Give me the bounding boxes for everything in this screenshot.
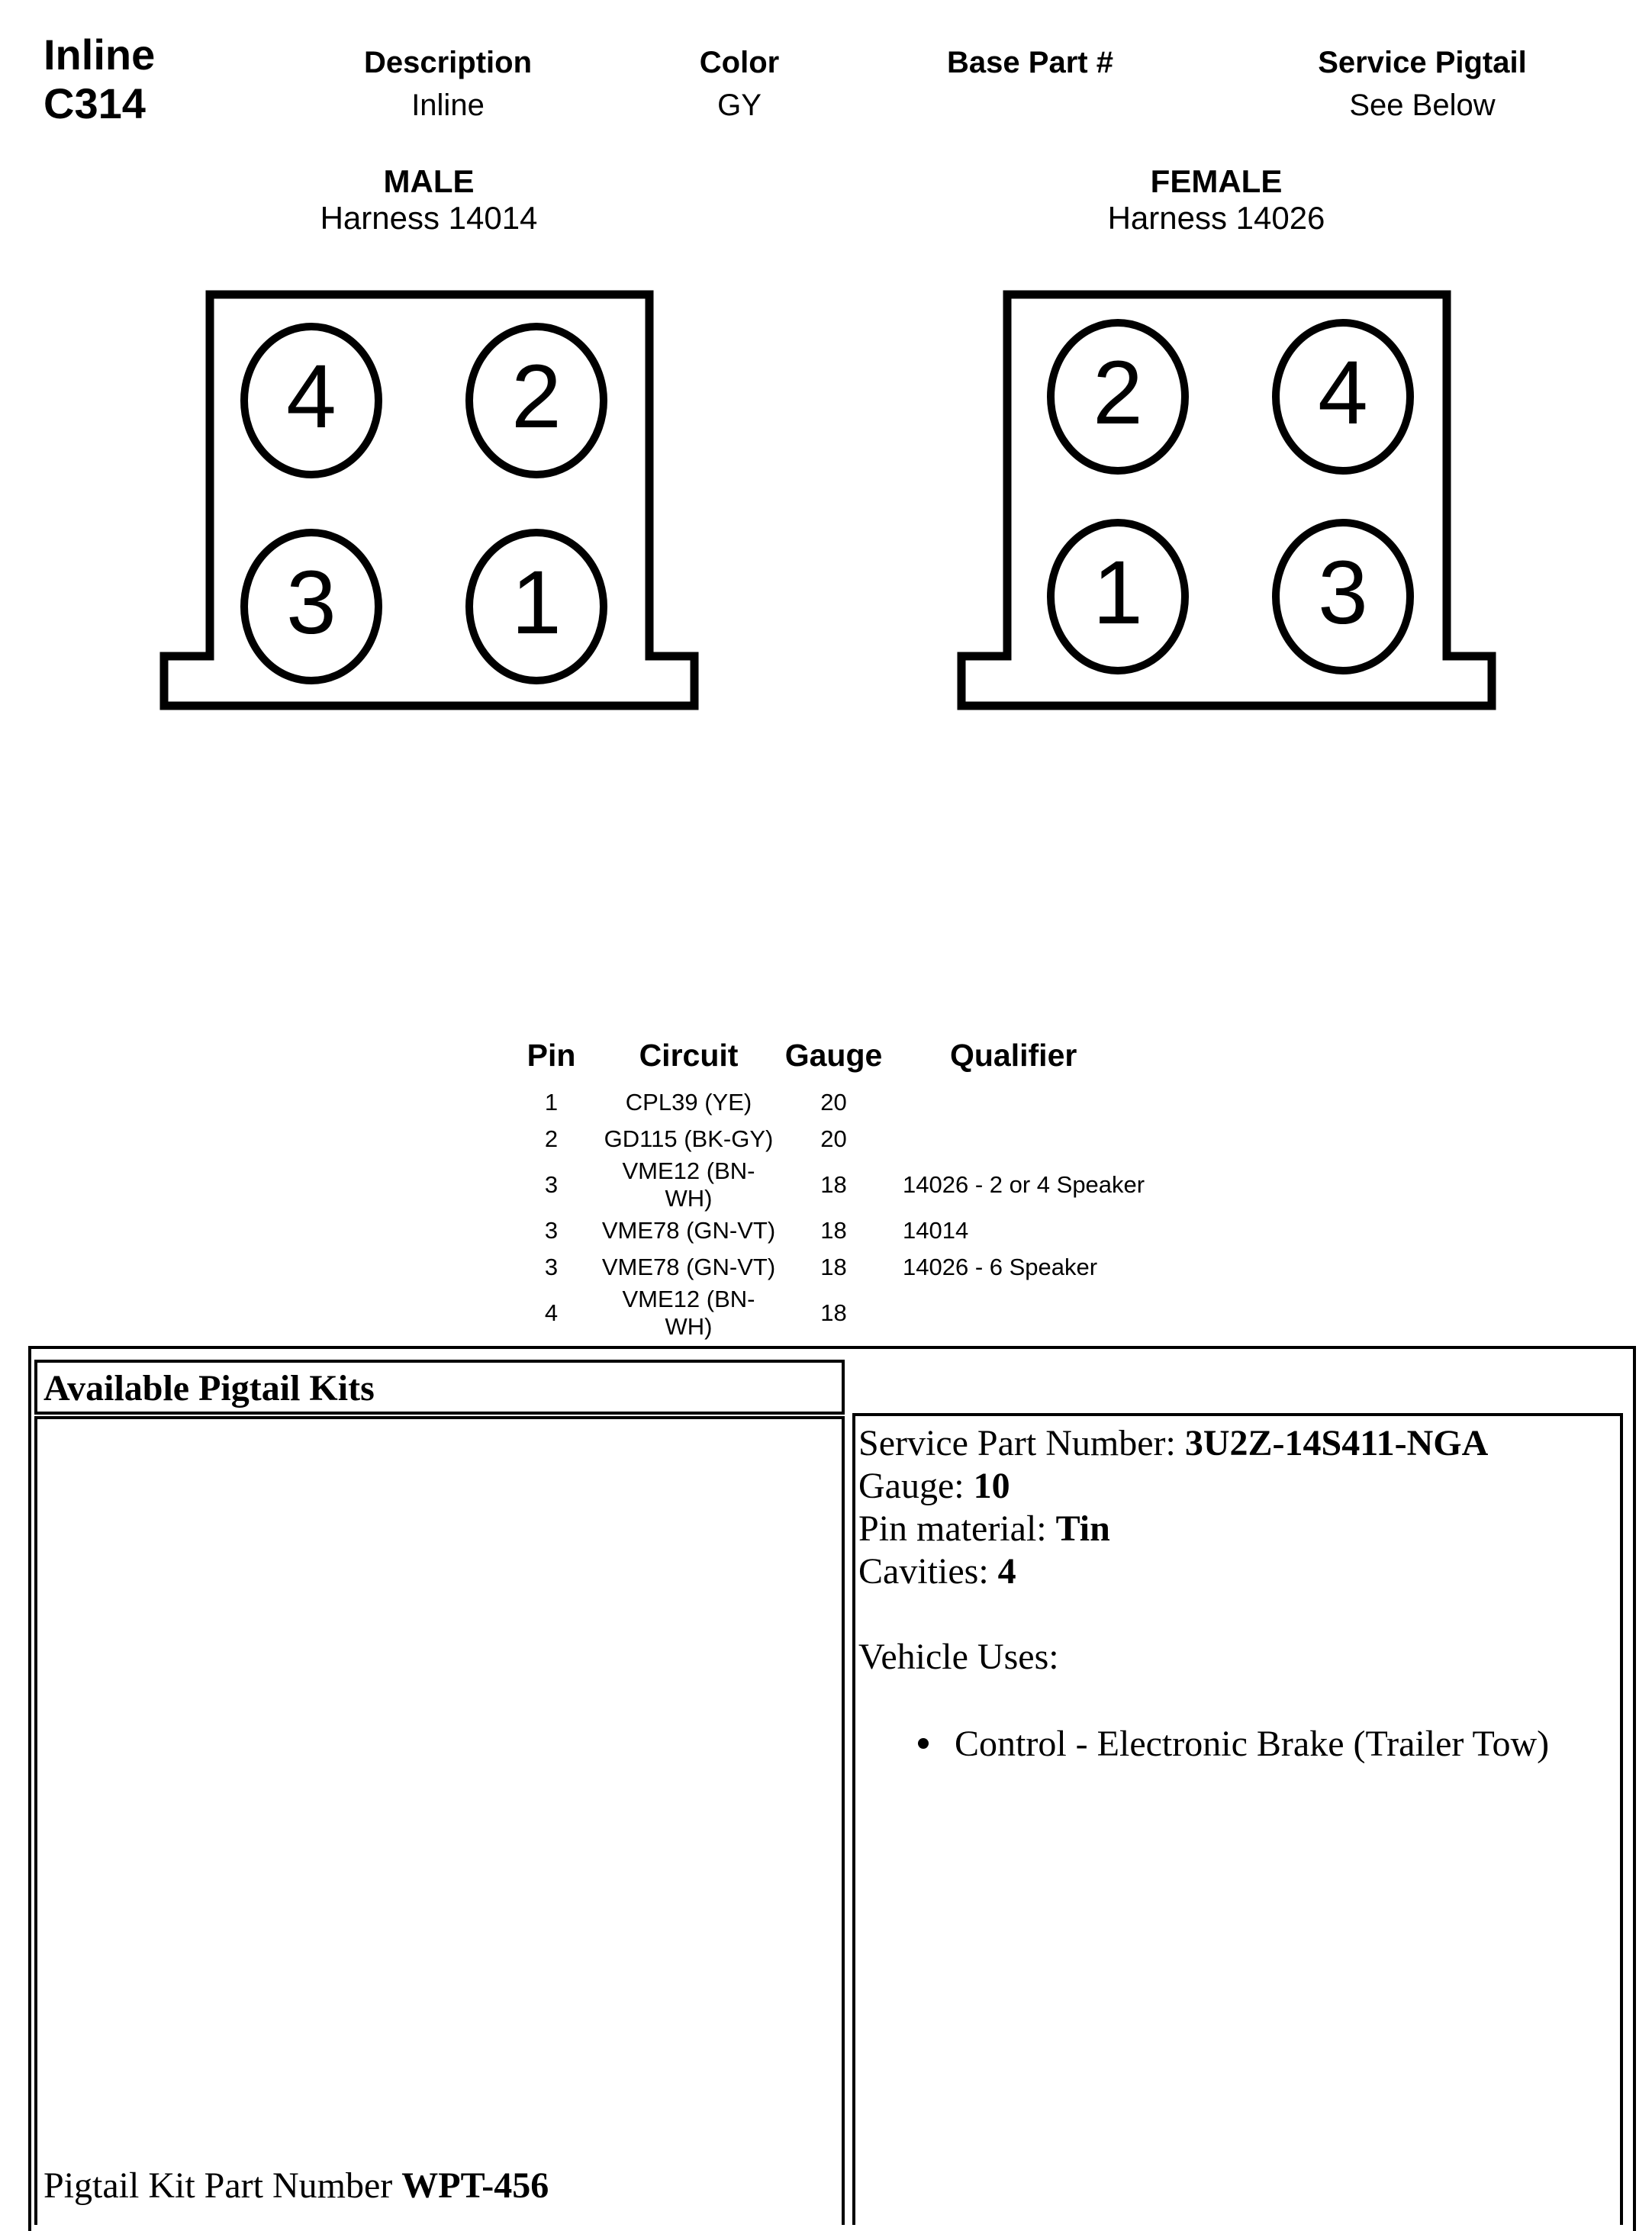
connector-id: C314 bbox=[43, 79, 146, 127]
gauge-cell: 18 bbox=[820, 1254, 847, 1280]
female-title: FEMALE bbox=[1150, 163, 1283, 199]
pin-cell: 3 bbox=[544, 1217, 559, 1244]
table-row bbox=[504, 1249, 1270, 1286]
vehicle-uses-label: Vehicle Uses: bbox=[858, 1637, 1059, 1677]
description-value: Inline bbox=[411, 89, 485, 122]
pigtail-details-cell bbox=[852, 1413, 1623, 2225]
circuit-cell: CPL39 (YE) bbox=[625, 1089, 752, 1116]
pin-material-label: Pin material: bbox=[858, 1508, 1056, 1549]
gauge-line bbox=[858, 1465, 1620, 1508]
pin-cell: 3 bbox=[544, 1171, 559, 1198]
male-connector-housing bbox=[164, 295, 694, 706]
list-item bbox=[858, 1723, 1620, 1766]
qualifier-cell: 14026 - 6 Speaker bbox=[903, 1254, 1098, 1280]
pin-cell: 1 bbox=[544, 1089, 559, 1116]
pin-material-value: Tin bbox=[1055, 1508, 1110, 1549]
female-pin-bottom-left bbox=[1051, 523, 1185, 671]
svg-text:3: 3 bbox=[1318, 542, 1368, 643]
gauge-cell: 18 bbox=[820, 1217, 847, 1244]
pigtail-kits-title-cell bbox=[34, 1360, 845, 1415]
gauge-header: Gauge bbox=[784, 1038, 883, 1073]
svg-text:3: 3 bbox=[286, 552, 337, 653]
gauge-label: Gauge: bbox=[858, 1466, 974, 1506]
male-pin-top-left bbox=[244, 327, 378, 475]
qualifier-cell: 14026 - 2 or 4 Speaker bbox=[903, 1171, 1145, 1198]
pin-material-line bbox=[858, 1508, 1620, 1550]
svg-text:1: 1 bbox=[511, 552, 562, 653]
table-row bbox=[504, 1212, 1270, 1249]
svg-text:4: 4 bbox=[286, 346, 337, 447]
circuit-cell: VME12 (BN-WH) bbox=[622, 1286, 755, 1340]
svg-text:1: 1 bbox=[1093, 542, 1143, 643]
pin-table bbox=[504, 1038, 1270, 1341]
pigtail-kit-part-number bbox=[43, 2165, 549, 2207]
male-title: MALE bbox=[383, 163, 475, 199]
circuit-header: Circuit bbox=[639, 1038, 739, 1073]
base-part-column bbox=[839, 43, 1221, 82]
male-pin-bottom-right bbox=[469, 533, 604, 681]
gauge-value: 10 bbox=[973, 1466, 1010, 1506]
service-part-number bbox=[858, 1422, 1620, 1465]
qualifier-cell bbox=[889, 1286, 1270, 1341]
connector-type: Inline bbox=[43, 31, 156, 79]
female-connector-heading bbox=[987, 163, 1445, 237]
circuit-cell: VME78 (GN-VT) bbox=[601, 1254, 776, 1280]
svg-text:2: 2 bbox=[1093, 343, 1143, 443]
pin-cell: 4 bbox=[544, 1299, 559, 1326]
table-row bbox=[504, 1121, 1270, 1157]
table-row bbox=[504, 1084, 1270, 1121]
description-label: Description bbox=[363, 46, 533, 79]
pigtail-kits-title: Available Pigtail Kits bbox=[43, 1368, 375, 1408]
qualifier-header: Qualifier bbox=[950, 1038, 1077, 1073]
service-part-label: Service Part Number: bbox=[858, 1423, 1185, 1463]
pigtail-kit-image-cell bbox=[34, 1416, 845, 2225]
pin-cell: 2 bbox=[544, 1125, 559, 1152]
service-pigtail-column bbox=[1232, 43, 1613, 128]
circuit-cell: VME78 (GN-VT) bbox=[601, 1217, 776, 1244]
gauge-cell: 18 bbox=[820, 1299, 847, 1326]
cavities-value: 4 bbox=[997, 1551, 1016, 1592]
gauge-cell: 20 bbox=[820, 1125, 847, 1152]
pigtail-kit-part-value: WPT-456 bbox=[401, 2165, 549, 2206]
female-pin-top-left bbox=[1051, 323, 1185, 471]
qualifier-cell: 14014 bbox=[903, 1217, 969, 1244]
gauge-cell: 20 bbox=[820, 1089, 847, 1116]
circuit-cell: VME12 (BN-WH) bbox=[622, 1157, 755, 1212]
pin-cell: 3 bbox=[544, 1254, 559, 1280]
female-pin-bottom-right bbox=[1276, 523, 1410, 671]
male-pin-top-right bbox=[469, 327, 604, 475]
female-pin-top-right bbox=[1276, 323, 1410, 471]
pigtail-kit-part-label: Pigtail Kit Part Number bbox=[43, 2165, 402, 2206]
service-pigtail-label: Service Pigtail bbox=[1318, 46, 1527, 79]
qualifier-cell bbox=[889, 1084, 1270, 1121]
pin-header: Pin bbox=[527, 1038, 576, 1073]
female-connector-housing bbox=[961, 295, 1492, 706]
male-connector-diagram bbox=[153, 282, 717, 725]
qualifier-cell bbox=[889, 1121, 1270, 1157]
male-harness: Harness 14014 bbox=[320, 200, 538, 236]
base-part-label: Base Part # bbox=[947, 46, 1113, 79]
svg-text:4: 4 bbox=[1318, 343, 1368, 443]
cavities-label: Cavities: bbox=[858, 1551, 998, 1592]
female-connector-diagram bbox=[950, 282, 1515, 725]
circuit-cell: GD115 (BK-GY) bbox=[604, 1125, 774, 1152]
male-pin-bottom-left bbox=[244, 533, 378, 681]
color-label: Color bbox=[699, 46, 780, 79]
cavities-line bbox=[858, 1550, 1620, 1593]
vehicle-use-text: Control - Electronic Brake (Trailer Tow) bbox=[955, 1724, 1550, 1764]
color-value: GY bbox=[717, 89, 762, 122]
service-pigtail-value: See Below bbox=[1349, 89, 1496, 122]
gauge-cell: 18 bbox=[820, 1171, 847, 1198]
bullet-icon bbox=[918, 1738, 929, 1749]
svg-text:2: 2 bbox=[511, 346, 562, 447]
table-row bbox=[504, 1286, 1270, 1341]
table-row bbox=[504, 1157, 1270, 1212]
pin-table-header-row bbox=[504, 1038, 1270, 1084]
service-part-value: 3U2Z-14S411-NGA bbox=[1184, 1423, 1489, 1463]
connector-title bbox=[43, 31, 155, 128]
male-connector-heading bbox=[200, 163, 658, 237]
female-harness: Harness 14026 bbox=[1107, 200, 1325, 236]
vehicle-uses-list bbox=[858, 1723, 1620, 1766]
